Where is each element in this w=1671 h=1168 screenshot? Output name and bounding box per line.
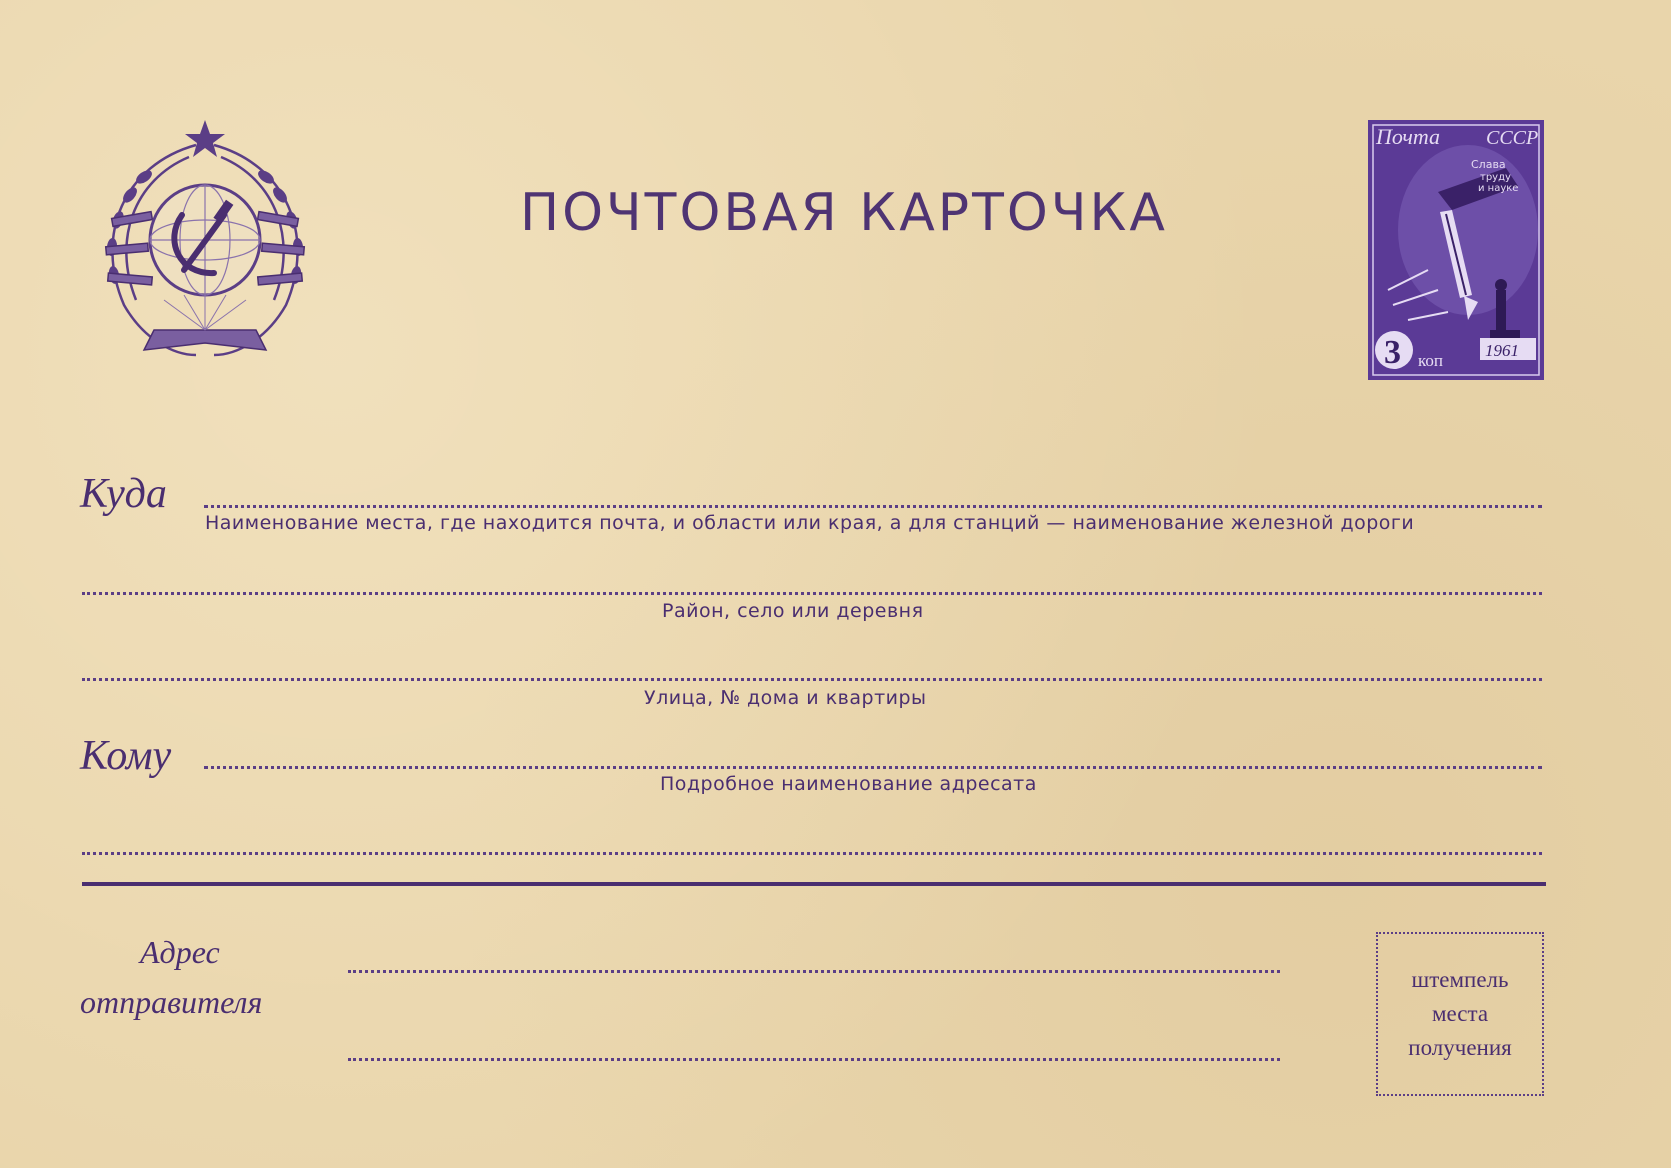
stamp-slogan-1: Слава xyxy=(1471,158,1506,171)
stamp-year: 1961 xyxy=(1485,341,1519,360)
postmark-text-1: штемпель xyxy=(1411,967,1509,992)
postmark-text-3: получения xyxy=(1408,1035,1512,1060)
stamp-text-pochta: Почта xyxy=(1376,124,1440,149)
address-caption-3: Улица, № дома и квартиры xyxy=(644,687,927,709)
recipient-label: Кому xyxy=(80,733,172,779)
sender-line-2[interactable] xyxy=(348,1058,1280,1061)
to-label: Куда xyxy=(80,471,167,517)
address-caption-1: Наименование места, где находится почта, и области или края, а для станций — наименование железной дороги xyxy=(205,512,1415,534)
stamp-slogan-2: труду xyxy=(1480,172,1511,183)
postmark-box xyxy=(1376,932,1544,1096)
stamp-unit: коп xyxy=(1418,351,1443,370)
card-title: ПОЧТОВАЯ КАРТОЧКА xyxy=(520,183,1168,243)
address-line-5[interactable] xyxy=(82,852,1542,855)
postage-stamp xyxy=(1368,120,1544,380)
sender-label-line2: отправителя xyxy=(80,984,263,1020)
address-line-4[interactable] xyxy=(204,766,1542,769)
sender-label-line1: Адрес xyxy=(140,934,220,970)
address-caption-4: Подробное наименование адресата xyxy=(660,773,1037,795)
postmark-text-2: места xyxy=(1431,1001,1489,1026)
address-caption-2: Район, село или деревня xyxy=(662,600,924,622)
divider-rule xyxy=(82,882,1546,886)
address-line-2[interactable] xyxy=(82,592,1542,595)
stamp-slogan-3: и науке xyxy=(1478,183,1519,194)
sender-line-1[interactable] xyxy=(348,970,1280,973)
stamp-text-sssr: СССР xyxy=(1486,127,1539,149)
address-line-1[interactable] xyxy=(204,505,1542,508)
address-line-3[interactable] xyxy=(82,678,1542,681)
stamp-denomination: 3 xyxy=(1384,334,1401,371)
ussr-coat-of-arms-icon xyxy=(84,115,326,370)
